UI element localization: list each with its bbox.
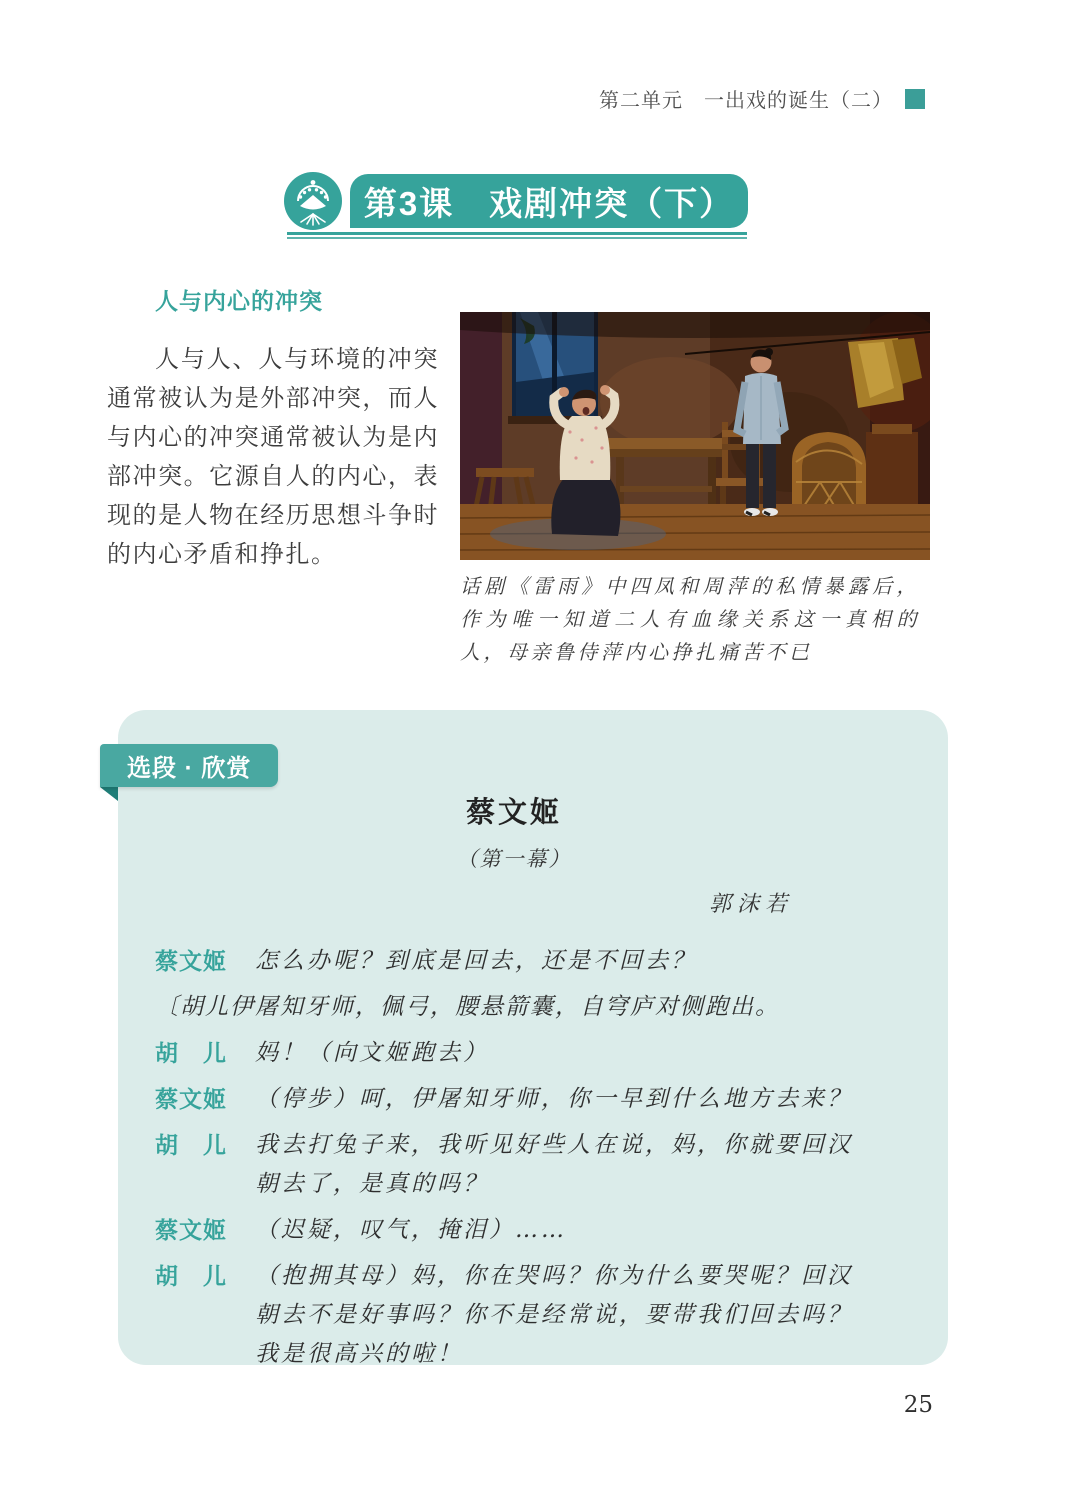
speech-text: （停步）呵，伊屠知牙师，你一早到什么地方去来？: [255, 1086, 853, 1112]
speaker-name: 蔡文姬: [155, 1217, 227, 1243]
unit-square-icon: [905, 89, 925, 109]
excerpt-title: 蔡文姬: [465, 795, 562, 829]
speech-text: 我去打兔子来，我听见好些人在说，妈，你就要回汉朝去了，是真的吗？: [255, 1132, 853, 1197]
speech-text: （迟疑，叹气，掩泪）……: [255, 1217, 567, 1243]
unit-title: 第二单元 一出戏的诞生（二）: [599, 90, 893, 112]
excerpt-subtitle: （第一幕）: [456, 847, 572, 871]
figure-block: [460, 312, 930, 669]
intro-section: [107, 283, 439, 574]
dialogue-line: [155, 1080, 873, 1119]
dialogue-line: [155, 1257, 873, 1374]
dialogue-line: [155, 942, 873, 981]
dialogue-list: [155, 942, 873, 1374]
speaker-name: 胡 儿: [155, 1040, 227, 1066]
dialogue-line: [155, 1034, 873, 1073]
speaker-name: 胡 儿: [155, 1263, 227, 1289]
ribbon-fold: [100, 787, 118, 801]
intro-paragraph: 人与人、人与环境的冲突通常被认为是外部冲突，而人与内心的冲突通常被认为是内部冲突。它源自人的内心，表现的是人物在经历思想斗争时的内心矛盾和挣扎。: [107, 345, 439, 568]
stage-photo-illustration: [460, 312, 930, 560]
speech-text: 怎么办呢？到底是回去，还是不回去？: [255, 948, 697, 974]
dialogue-line: [155, 1126, 873, 1204]
series-logo-icon: [284, 172, 342, 230]
excerpt-box: [118, 710, 948, 1365]
speech-text: 妈！（向文姬跑去）: [255, 1040, 489, 1066]
running-head: [599, 84, 925, 113]
speaker-name: 蔡文姬: [155, 948, 227, 974]
excerpt-author: 郭沫若: [708, 892, 793, 917]
speech-text: （抱拥其母）妈，你在哭吗？你为什么要哭呢？回汉朝去不是好事吗？你不是经常说，要带我们回去吗？我是很高兴的啦！: [255, 1263, 853, 1367]
lesson-title: 第3课 戏剧冲突（下）: [363, 184, 735, 222]
stage-direction-text: 〔胡儿伊屠知牙师，佩弓，腰悬箭囊，自穹庐对侧跑出。: [155, 994, 780, 1020]
banner-underline: [287, 232, 747, 239]
excerpt-tag-ribbon: [100, 744, 278, 787]
figure-caption: 话剧《雷雨》中四凤和周萍的私情暴露后，作为唯一知道二人有血缘关系这一真相的人，母亲鲁侍萍内心挣扎痛苦不已: [460, 574, 920, 664]
section-heading: 人与内心的冲突: [155, 288, 323, 314]
speaker-name: 蔡文姬: [155, 1086, 227, 1112]
dialogue-line: [155, 1211, 873, 1250]
excerpt-tag-label: 选段 · 欣赏: [127, 755, 252, 782]
page-number: 25: [903, 1392, 933, 1418]
speaker-name: 胡 儿: [155, 1132, 227, 1158]
lesson-title-pill: [350, 174, 748, 228]
stage-direction: [155, 988, 873, 1027]
